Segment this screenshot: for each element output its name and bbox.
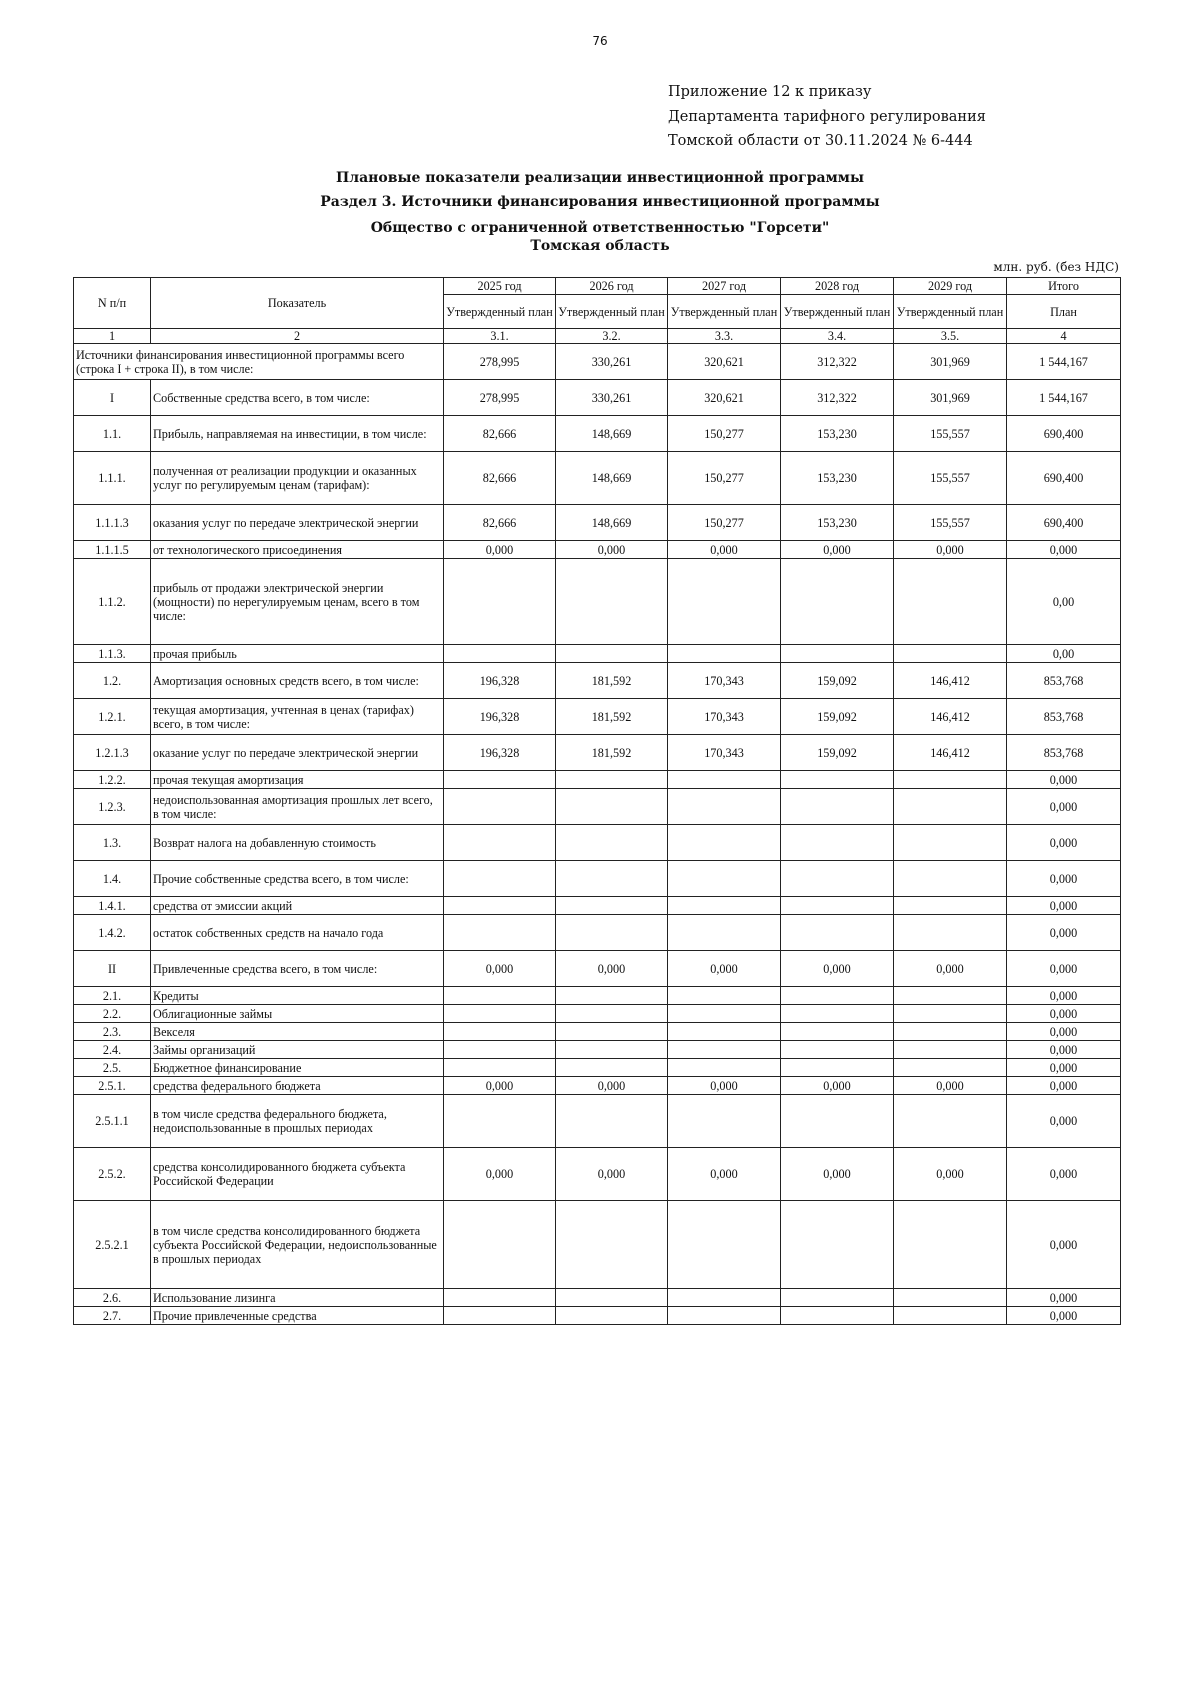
total-cell: 0,000 <box>1007 897 1121 915</box>
row-label: Прочие привлеченные средства <box>151 1307 444 1325</box>
table-row <box>74 1059 1121 1077</box>
table-row <box>74 951 1121 987</box>
year-value-cell <box>444 1095 556 1148</box>
year-value-cell: 148,669 <box>556 416 668 452</box>
row-number: 2.5.2.1 <box>74 1201 151 1289</box>
total-cell: 853,768 <box>1007 699 1121 735</box>
year-value-cell <box>668 987 781 1005</box>
year-value-cell: 196,328 <box>444 663 556 699</box>
row-number: 1.3. <box>74 825 151 861</box>
year-value-cell: 181,592 <box>556 699 668 735</box>
column-number: 3.5. <box>894 329 1007 344</box>
year-value-cell: 159,092 <box>781 663 894 699</box>
year-value-cell <box>444 915 556 951</box>
total-cell: 0,000 <box>1007 1201 1121 1289</box>
row-label: Бюджетное финансирование <box>151 1059 444 1077</box>
year-value-cell <box>894 559 1007 645</box>
row-label: полученная от реализации продукции и оказанных услуг по регулируемым ценам (тарифам): <box>151 452 444 505</box>
total-cell: 0,000 <box>1007 1023 1121 1041</box>
year-value-cell: 0,000 <box>556 951 668 987</box>
year-value-cell <box>556 771 668 789</box>
year-value-cell <box>444 645 556 663</box>
year-value-cell <box>781 1023 894 1041</box>
table-row <box>74 344 1121 380</box>
year-value-cell <box>444 825 556 861</box>
table-row <box>74 1005 1121 1023</box>
header-plan-type: Утвержденный план <box>781 295 894 329</box>
header-year: 2025 год <box>444 278 556 295</box>
row-label: средства консолидированного бюджета субъекта Российской Федерации <box>151 1148 444 1201</box>
year-value-cell <box>668 771 781 789</box>
column-number: 3.2. <box>556 329 668 344</box>
row-number: 2.5.2. <box>74 1148 151 1201</box>
year-value-cell: 150,277 <box>668 452 781 505</box>
year-value-cell <box>894 987 1007 1005</box>
year-value-cell <box>781 1095 894 1148</box>
year-value-cell <box>894 1041 1007 1059</box>
row-label: Привлеченные средства всего, в том числе: <box>151 951 444 987</box>
column-number: 4 <box>1007 329 1121 344</box>
year-value-cell: 320,621 <box>668 344 781 380</box>
year-value-cell: 153,230 <box>781 452 894 505</box>
year-value-cell <box>444 987 556 1005</box>
table-row <box>74 541 1121 559</box>
year-value-cell <box>781 1059 894 1077</box>
year-value-cell <box>894 1023 1007 1041</box>
year-value-cell <box>894 645 1007 663</box>
row-label: оказания услуг по передаче электрической энергии <box>151 505 444 541</box>
row-number: 2.4. <box>74 1041 151 1059</box>
year-value-cell <box>894 1289 1007 1307</box>
total-cell: 0,000 <box>1007 1041 1121 1059</box>
row-label: остаток собственных средств на начало года <box>151 915 444 951</box>
year-value-cell <box>894 1059 1007 1077</box>
year-value-cell: 196,328 <box>444 735 556 771</box>
total-cell: 0,000 <box>1007 1059 1121 1077</box>
year-value-cell <box>894 915 1007 951</box>
year-value-cell: 82,666 <box>444 452 556 505</box>
year-value-cell: 146,412 <box>894 663 1007 699</box>
year-value-cell <box>668 1201 781 1289</box>
year-value-cell: 170,343 <box>668 735 781 771</box>
row-number: 1.4. <box>74 861 151 897</box>
table-row <box>74 1077 1121 1095</box>
row-label: от технологического присоединения <box>151 541 444 559</box>
column-number: 3.3. <box>668 329 781 344</box>
header-year: 2029 год <box>894 278 1007 295</box>
year-value-cell <box>556 1307 668 1325</box>
year-value-cell: 159,092 <box>781 699 894 735</box>
year-value-cell <box>556 825 668 861</box>
year-value-cell <box>444 789 556 825</box>
year-value-cell <box>894 1201 1007 1289</box>
row-number: 2.3. <box>74 1023 151 1041</box>
year-value-cell <box>668 861 781 897</box>
year-value-cell: 330,261 <box>556 344 668 380</box>
total-cell: 0,000 <box>1007 1148 1121 1201</box>
table-row <box>74 1148 1121 1201</box>
year-value-cell: 320,621 <box>668 380 781 416</box>
table-row <box>74 505 1121 541</box>
financing-table <box>73 277 1121 1325</box>
row-label: оказание услуг по передаче электрической энергии <box>151 735 444 771</box>
row-label: прибыль от продажи электрической энергии (мощности) по нерегулируемым ценам, всего в том числе: <box>151 559 444 645</box>
year-value-cell <box>894 1307 1007 1325</box>
total-cell: 0,000 <box>1007 541 1121 559</box>
year-value-cell <box>668 559 781 645</box>
total-cell: 1 544,167 <box>1007 380 1121 416</box>
table-row <box>74 915 1121 951</box>
table-row <box>74 1307 1121 1325</box>
table-row <box>74 380 1121 416</box>
year-value-cell <box>668 1023 781 1041</box>
year-value-cell <box>894 789 1007 825</box>
table-row <box>74 735 1121 771</box>
header-plan-type: Утвержденный план <box>444 295 556 329</box>
table-row <box>74 1041 1121 1059</box>
row-number: 2.5. <box>74 1059 151 1077</box>
year-value-cell <box>781 559 894 645</box>
document-title: Плановые показатели реализации инвестиционной программы <box>336 170 864 186</box>
table-row <box>74 645 1121 663</box>
year-value-cell: 146,412 <box>894 699 1007 735</box>
row-number: 1.1.1.5 <box>74 541 151 559</box>
table-body <box>74 344 1121 1325</box>
year-value-cell <box>781 789 894 825</box>
year-value-cell <box>668 1041 781 1059</box>
year-value-cell: 82,666 <box>444 505 556 541</box>
row-number: II <box>74 951 151 987</box>
year-value-cell <box>668 1289 781 1307</box>
row-label: средства от эмиссии акций <box>151 897 444 915</box>
header-plan-type: Утвержденный план <box>894 295 1007 329</box>
year-value-cell <box>894 1005 1007 1023</box>
year-value-cell <box>556 1005 668 1023</box>
total-cell: 0,00 <box>1007 645 1121 663</box>
appendix-line: Департамента тарифного регулирования <box>668 108 986 125</box>
row-number: 1.1.1.3 <box>74 505 151 541</box>
row-label: Прочие собственные средства всего, в том числе: <box>151 861 444 897</box>
table-row <box>74 1289 1121 1307</box>
year-value-cell: 0,000 <box>894 1148 1007 1201</box>
year-value-cell <box>556 1023 668 1041</box>
year-value-cell: 301,969 <box>894 380 1007 416</box>
row-number: 2.1. <box>74 987 151 1005</box>
header-num: N п/п <box>74 278 151 329</box>
year-value-cell <box>556 897 668 915</box>
header-plan: План <box>1007 295 1121 329</box>
total-cell: 690,400 <box>1007 416 1121 452</box>
year-value-cell: 153,230 <box>781 416 894 452</box>
year-value-cell: 312,322 <box>781 344 894 380</box>
row-number: 2.6. <box>74 1289 151 1307</box>
year-value-cell <box>894 1095 1007 1148</box>
year-value-cell: 181,592 <box>556 663 668 699</box>
year-value-cell: 159,092 <box>781 735 894 771</box>
year-value-cell <box>444 1041 556 1059</box>
year-value-cell <box>444 1289 556 1307</box>
year-value-cell <box>444 861 556 897</box>
appendix-block <box>668 80 986 154</box>
total-cell: 0,000 <box>1007 1005 1121 1023</box>
year-value-cell: 278,995 <box>444 344 556 380</box>
header-indicator: Показатель <box>151 278 444 329</box>
row-label: прочая текущая амортизация <box>151 771 444 789</box>
column-number: 3.4. <box>781 329 894 344</box>
year-value-cell <box>556 1095 668 1148</box>
total-cell: 0,000 <box>1007 951 1121 987</box>
year-value-cell: 0,000 <box>556 1148 668 1201</box>
total-cell: 690,400 <box>1007 505 1121 541</box>
row-number: 1.2.1.3 <box>74 735 151 771</box>
row-label: Займы организаций <box>151 1041 444 1059</box>
year-value-cell <box>781 897 894 915</box>
year-value-cell: 0,000 <box>556 1077 668 1095</box>
year-value-cell: 0,000 <box>781 1077 894 1095</box>
row-label: в том числе средства федерального бюджета, недоиспользованные в прошлых периодах <box>151 1095 444 1148</box>
year-value-cell: 330,261 <box>556 380 668 416</box>
total-cell: 0,000 <box>1007 1307 1121 1325</box>
year-value-cell: 0,000 <box>444 951 556 987</box>
row-number: 1.2. <box>74 663 151 699</box>
year-value-cell <box>781 915 894 951</box>
year-value-cell <box>894 825 1007 861</box>
row-label: прочая прибыль <box>151 645 444 663</box>
header-year: 2026 год <box>556 278 668 295</box>
total-cell: 0,000 <box>1007 771 1121 789</box>
region-name: Томская область <box>530 238 670 254</box>
row-number: 1.1.3. <box>74 645 151 663</box>
year-value-cell <box>668 1095 781 1148</box>
total-cell: 0,000 <box>1007 825 1121 861</box>
year-value-cell <box>444 559 556 645</box>
row-number: 1.2.2. <box>74 771 151 789</box>
year-value-cell: 170,343 <box>668 699 781 735</box>
header-plan-type: Утвержденный план <box>556 295 668 329</box>
table-row <box>74 771 1121 789</box>
header-total: Итого <box>1007 278 1121 295</box>
table-row <box>74 861 1121 897</box>
units-label: млн. руб. (без НДС) <box>993 260 1119 274</box>
table-row <box>74 1201 1121 1289</box>
year-value-cell <box>556 987 668 1005</box>
row-label: в том числе средства консолидированного бюджета субъекта Российской Федерации, недоиспользованные в прошлых периодах <box>151 1201 444 1289</box>
table-row <box>74 663 1121 699</box>
year-value-cell <box>556 915 668 951</box>
total-cell: 0,00 <box>1007 559 1121 645</box>
row-label: Возврат налога на добавленную стоимость <box>151 825 444 861</box>
year-value-cell <box>556 1041 668 1059</box>
year-value-cell <box>781 1289 894 1307</box>
year-value-cell: 155,557 <box>894 452 1007 505</box>
row-label: Векселя <box>151 1023 444 1041</box>
table-row <box>74 987 1121 1005</box>
table-row <box>74 1023 1121 1041</box>
row-label: Источники финансирования инвестиционной программы всего (строка I + строка II), в том числе: <box>74 344 444 380</box>
year-value-cell: 301,969 <box>894 344 1007 380</box>
year-value-cell: 82,666 <box>444 416 556 452</box>
year-value-cell <box>444 771 556 789</box>
total-cell: 0,000 <box>1007 987 1121 1005</box>
total-cell: 1 544,167 <box>1007 344 1121 380</box>
row-label: средства федерального бюджета <box>151 1077 444 1095</box>
year-value-cell: 0,000 <box>894 541 1007 559</box>
year-value-cell <box>894 771 1007 789</box>
year-value-cell <box>781 771 894 789</box>
row-number: 2.7. <box>74 1307 151 1325</box>
company-name: Общество с ограниченной ответственностью "Горсети" <box>370 220 830 236</box>
row-number: 1.1. <box>74 416 151 452</box>
year-value-cell: 146,412 <box>894 735 1007 771</box>
row-number: 1.4.1. <box>74 897 151 915</box>
year-value-cell <box>556 1201 668 1289</box>
total-cell: 0,000 <box>1007 861 1121 897</box>
year-value-cell: 0,000 <box>668 951 781 987</box>
year-value-cell: 0,000 <box>556 541 668 559</box>
year-value-cell: 150,277 <box>668 416 781 452</box>
year-value-cell: 0,000 <box>781 951 894 987</box>
year-value-cell <box>781 825 894 861</box>
year-value-cell <box>556 789 668 825</box>
total-cell: 0,000 <box>1007 1289 1121 1307</box>
table-row <box>74 897 1121 915</box>
row-number: 1.2.1. <box>74 699 151 735</box>
year-value-cell <box>668 789 781 825</box>
column-number: 2 <box>151 329 444 344</box>
row-label: Кредиты <box>151 987 444 1005</box>
page-number: 76 <box>592 34 608 48</box>
row-number: 1.1.2. <box>74 559 151 645</box>
table-row <box>74 559 1121 645</box>
total-cell: 0,000 <box>1007 915 1121 951</box>
row-number: 2.5.1.1 <box>74 1095 151 1148</box>
year-value-cell: 155,557 <box>894 505 1007 541</box>
total-cell: 853,768 <box>1007 663 1121 699</box>
row-number: 1.2.3. <box>74 789 151 825</box>
year-value-cell <box>556 1289 668 1307</box>
year-value-cell: 181,592 <box>556 735 668 771</box>
year-value-cell <box>668 645 781 663</box>
year-value-cell <box>444 1059 556 1077</box>
year-value-cell <box>444 1005 556 1023</box>
row-number: 1.1.1. <box>74 452 151 505</box>
table-row <box>74 416 1121 452</box>
year-value-cell: 196,328 <box>444 699 556 735</box>
year-value-cell: 0,000 <box>781 1148 894 1201</box>
year-value-cell: 0,000 <box>781 541 894 559</box>
table-row <box>74 452 1121 505</box>
table-row <box>74 789 1121 825</box>
row-number: 1.4.2. <box>74 915 151 951</box>
year-value-cell <box>781 1307 894 1325</box>
year-value-cell: 148,669 <box>556 505 668 541</box>
year-value-cell <box>556 645 668 663</box>
year-value-cell: 148,669 <box>556 452 668 505</box>
row-number: I <box>74 380 151 416</box>
year-value-cell <box>781 987 894 1005</box>
year-value-cell <box>894 861 1007 897</box>
year-value-cell: 0,000 <box>668 1077 781 1095</box>
row-label: Амортизация основных средств всего, в том числе: <box>151 663 444 699</box>
year-value-cell <box>781 861 894 897</box>
table-row <box>74 1095 1121 1148</box>
year-value-cell <box>781 1201 894 1289</box>
year-value-cell <box>668 825 781 861</box>
year-value-cell <box>668 915 781 951</box>
section-title: Раздел 3. Источники финансирования инвестиционной программы <box>320 194 880 210</box>
year-value-cell <box>781 645 894 663</box>
row-label: Прибыль, направляемая на инвестиции, в том числе: <box>151 416 444 452</box>
total-cell: 690,400 <box>1007 452 1121 505</box>
year-value-cell: 0,000 <box>668 541 781 559</box>
year-value-cell: 153,230 <box>781 505 894 541</box>
total-cell: 0,000 <box>1007 1077 1121 1095</box>
year-value-cell: 0,000 <box>444 1077 556 1095</box>
year-value-cell <box>444 897 556 915</box>
year-value-cell <box>668 1059 781 1077</box>
year-value-cell: 0,000 <box>894 951 1007 987</box>
row-label: недоиспользованная амортизация прошлых лет всего, в том числе: <box>151 789 444 825</box>
column-number: 1 <box>74 329 151 344</box>
year-value-cell <box>781 1005 894 1023</box>
header-plan-type: Утвержденный план <box>668 295 781 329</box>
year-value-cell <box>668 1307 781 1325</box>
year-value-cell: 312,322 <box>781 380 894 416</box>
total-cell: 853,768 <box>1007 735 1121 771</box>
row-number: 2.2. <box>74 1005 151 1023</box>
year-value-cell: 155,557 <box>894 416 1007 452</box>
year-value-cell: 0,000 <box>668 1148 781 1201</box>
total-cell: 0,000 <box>1007 1095 1121 1148</box>
year-value-cell <box>444 1307 556 1325</box>
row-number: 2.5.1. <box>74 1077 151 1095</box>
total-cell: 0,000 <box>1007 789 1121 825</box>
column-number: 3.1. <box>444 329 556 344</box>
year-value-cell: 150,277 <box>668 505 781 541</box>
appendix-line: Приложение 12 к приказу <box>668 84 872 100</box>
year-value-cell <box>668 897 781 915</box>
year-value-cell <box>556 559 668 645</box>
row-label: Собственные средства всего, в том числе: <box>151 380 444 416</box>
header-year: 2027 год <box>668 278 781 295</box>
row-label: Облигационные займы <box>151 1005 444 1023</box>
year-value-cell <box>668 1005 781 1023</box>
row-label: Использование лизинга <box>151 1289 444 1307</box>
year-value-cell: 278,995 <box>444 380 556 416</box>
year-value-cell <box>894 897 1007 915</box>
table-row <box>74 825 1121 861</box>
table-row <box>74 699 1121 735</box>
year-value-cell <box>556 1059 668 1077</box>
row-label: текущая амортизация, учтенная в ценах (тарифах) всего, в том числе: <box>151 699 444 735</box>
year-value-cell <box>444 1023 556 1041</box>
year-value-cell: 170,343 <box>668 663 781 699</box>
year-value-cell: 0,000 <box>444 1148 556 1201</box>
header-year: 2028 год <box>781 278 894 295</box>
year-value-cell: 0,000 <box>894 1077 1007 1095</box>
appendix-line: Томской области от 30.11.2024 № 6-444 <box>668 133 973 149</box>
year-value-cell <box>444 1201 556 1289</box>
year-value-cell <box>556 861 668 897</box>
year-value-cell: 0,000 <box>444 541 556 559</box>
year-value-cell <box>781 1041 894 1059</box>
